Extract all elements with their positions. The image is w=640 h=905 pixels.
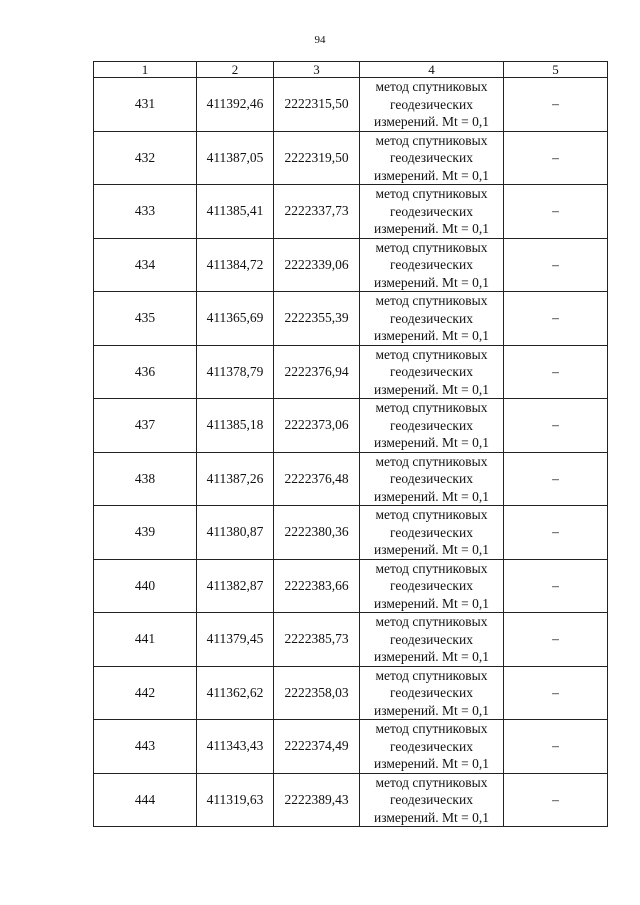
method-line: измерений. Mt = 0,1: [373, 114, 490, 129]
method-line: измерений. Mt = 0,1: [373, 756, 490, 771]
method-line: геодезических: [390, 150, 473, 165]
point-number-cell: 440: [94, 559, 197, 613]
method-cell: [360, 613, 504, 667]
y-coordinate-cell: 2222339,06: [274, 238, 360, 292]
x-coordinate-cell: 411380,87: [197, 506, 274, 560]
point-number-cell: 437: [94, 399, 197, 453]
method-cell: [360, 185, 504, 239]
table-row: [94, 238, 608, 292]
method-cell: [360, 292, 504, 346]
method-line: геодезических: [390, 364, 473, 379]
method-line: метод спутниковых: [375, 721, 488, 736]
point-number-cell: 434: [94, 238, 197, 292]
method-line: геодезических: [390, 96, 473, 112]
point-number-cell: 441: [94, 613, 197, 667]
method-cell: [360, 666, 504, 720]
method-line: метод спутниковых: [375, 293, 488, 308]
description-cell: –: [504, 613, 608, 667]
method-line: геодезических: [390, 203, 473, 219]
table-row: [94, 345, 608, 399]
y-coordinate-cell: 2222385,73: [274, 613, 360, 667]
column-header: 4: [360, 62, 504, 78]
method-line: метод спутниковых: [375, 239, 488, 255]
method-cell: [360, 238, 504, 292]
description-cell: –: [504, 773, 608, 827]
description-cell: –: [504, 238, 608, 292]
table-header-row: [94, 62, 608, 78]
y-coordinate-cell: 2222380,36: [274, 506, 360, 560]
point-number-cell: 443: [94, 720, 197, 774]
column-header: 1: [94, 62, 197, 78]
table-row: [94, 452, 608, 506]
x-coordinate-cell: 411387,26: [197, 452, 274, 506]
x-coordinate-cell: 411384,72: [197, 238, 274, 292]
method-line: измерений. Mt = 0,1: [373, 221, 490, 236]
description-cell: –: [504, 345, 608, 399]
method-cell: [360, 773, 504, 827]
method-line: геодезических: [390, 685, 473, 700]
point-number-cell: 438: [94, 452, 197, 506]
description-cell: –: [504, 559, 608, 613]
point-number-cell: 442: [94, 666, 197, 720]
description-cell: –: [504, 185, 608, 239]
method-line: метод спутниковых: [375, 667, 488, 683]
table-row: [94, 292, 608, 346]
method-cell: [360, 452, 504, 506]
method-line: метод спутниковых: [375, 507, 488, 522]
method-line: метод спутниковых: [375, 400, 488, 415]
method-cell: [360, 720, 504, 774]
point-number-cell: 431: [94, 78, 197, 132]
method-line: метод спутниковых: [375, 560, 488, 576]
method-cell: [360, 506, 504, 560]
method-line: геодезических: [390, 310, 473, 326]
method-line: геодезических: [390, 792, 473, 807]
y-coordinate-cell: 2222319,50: [274, 131, 360, 185]
method-line: измерений. Mt = 0,1: [373, 381, 490, 397]
description-cell: –: [504, 666, 608, 720]
point-number-cell: 444: [94, 773, 197, 827]
column-header: 2: [197, 62, 274, 78]
point-number-cell: 435: [94, 292, 197, 346]
method-line: геодезических: [390, 738, 473, 754]
page-number: 94: [314, 34, 326, 46]
point-number-cell: 436: [94, 345, 197, 399]
x-coordinate-cell: 411385,41: [197, 185, 274, 239]
x-coordinate-cell: 411343,43: [197, 720, 274, 774]
method-line: геодезических: [390, 417, 473, 433]
y-coordinate-cell: 2222315,50: [274, 78, 360, 132]
table-row: [94, 773, 608, 827]
method-line: измерений. Mt = 0,1: [373, 595, 490, 611]
description-cell: –: [504, 131, 608, 185]
y-coordinate-cell: 2222376,48: [274, 452, 360, 506]
method-line: метод спутниковых: [375, 453, 488, 469]
table-row: [94, 78, 608, 132]
method-cell: [360, 131, 504, 185]
y-coordinate-cell: 2222376,94: [274, 345, 360, 399]
table-row: [94, 185, 608, 239]
description-cell: –: [504, 720, 608, 774]
x-coordinate-cell: 411378,79: [197, 345, 274, 399]
method-line: геодезических: [390, 578, 473, 593]
method-line: измерений. Mt = 0,1: [373, 488, 490, 504]
method-cell: [360, 559, 504, 613]
description-cell: –: [504, 452, 608, 506]
y-coordinate-cell: 2222374,49: [274, 720, 360, 774]
x-coordinate-cell: 411382,87: [197, 559, 274, 613]
method-line: геодезических: [390, 631, 473, 647]
method-line: геодезических: [390, 524, 473, 540]
table-row: [94, 666, 608, 720]
table-row: [94, 720, 608, 774]
y-coordinate-cell: 2222389,43: [274, 773, 360, 827]
method-line: метод спутниковых: [375, 614, 488, 629]
point-number-cell: 439: [94, 506, 197, 560]
method-cell: [360, 399, 504, 453]
table-row: [94, 399, 608, 453]
point-number-cell: 432: [94, 131, 197, 185]
y-coordinate-cell: 2222373,06: [274, 399, 360, 453]
method-line: метод спутниковых: [375, 346, 488, 362]
method-line: метод спутниковых: [375, 132, 488, 148]
y-coordinate-cell: 2222337,73: [274, 185, 360, 239]
description-cell: –: [504, 506, 608, 560]
method-line: измерений. Mt = 0,1: [373, 542, 490, 557]
method-line: измерений. Mt = 0,1: [373, 435, 490, 450]
method-line: метод спутниковых: [375, 186, 488, 201]
x-coordinate-cell: 411387,05: [197, 131, 274, 185]
method-line: измерений. Mt = 0,1: [373, 167, 490, 183]
table-row: [94, 613, 608, 667]
y-coordinate-cell: 2222383,66: [274, 559, 360, 613]
table-row: [94, 559, 608, 613]
method-line: измерений. Mt = 0,1: [373, 649, 490, 664]
method-line: измерений. Mt = 0,1: [373, 809, 490, 825]
x-coordinate-cell: 411392,46: [197, 78, 274, 132]
method-line: измерений. Mt = 0,1: [373, 274, 490, 290]
method-line: метод спутниковых: [375, 774, 488, 790]
method-line: геодезических: [390, 471, 473, 486]
table-row: [94, 506, 608, 560]
description-cell: –: [504, 78, 608, 132]
description-cell: –: [504, 292, 608, 346]
table-row: [94, 131, 608, 185]
column-header: 3: [274, 62, 360, 78]
point-number-cell: 433: [94, 185, 197, 239]
method-cell: [360, 78, 504, 132]
description-cell: –: [504, 399, 608, 453]
method-line: измерений. Mt = 0,1: [373, 702, 490, 718]
method-cell: [360, 345, 504, 399]
method-line: измерений. Mt = 0,1: [373, 328, 490, 343]
y-coordinate-cell: 2222358,03: [274, 666, 360, 720]
x-coordinate-cell: 411365,69: [197, 292, 274, 346]
x-coordinate-cell: 411385,18: [197, 399, 274, 453]
x-coordinate-cell: 411362,62: [197, 666, 274, 720]
x-coordinate-cell: 411319,63: [197, 773, 274, 827]
y-coordinate-cell: 2222355,39: [274, 292, 360, 346]
method-line: метод спутниковых: [375, 79, 488, 94]
coordinates-table: [93, 61, 608, 827]
x-coordinate-cell: 411379,45: [197, 613, 274, 667]
column-header: 5: [504, 62, 608, 78]
method-line: геодезических: [390, 257, 473, 272]
